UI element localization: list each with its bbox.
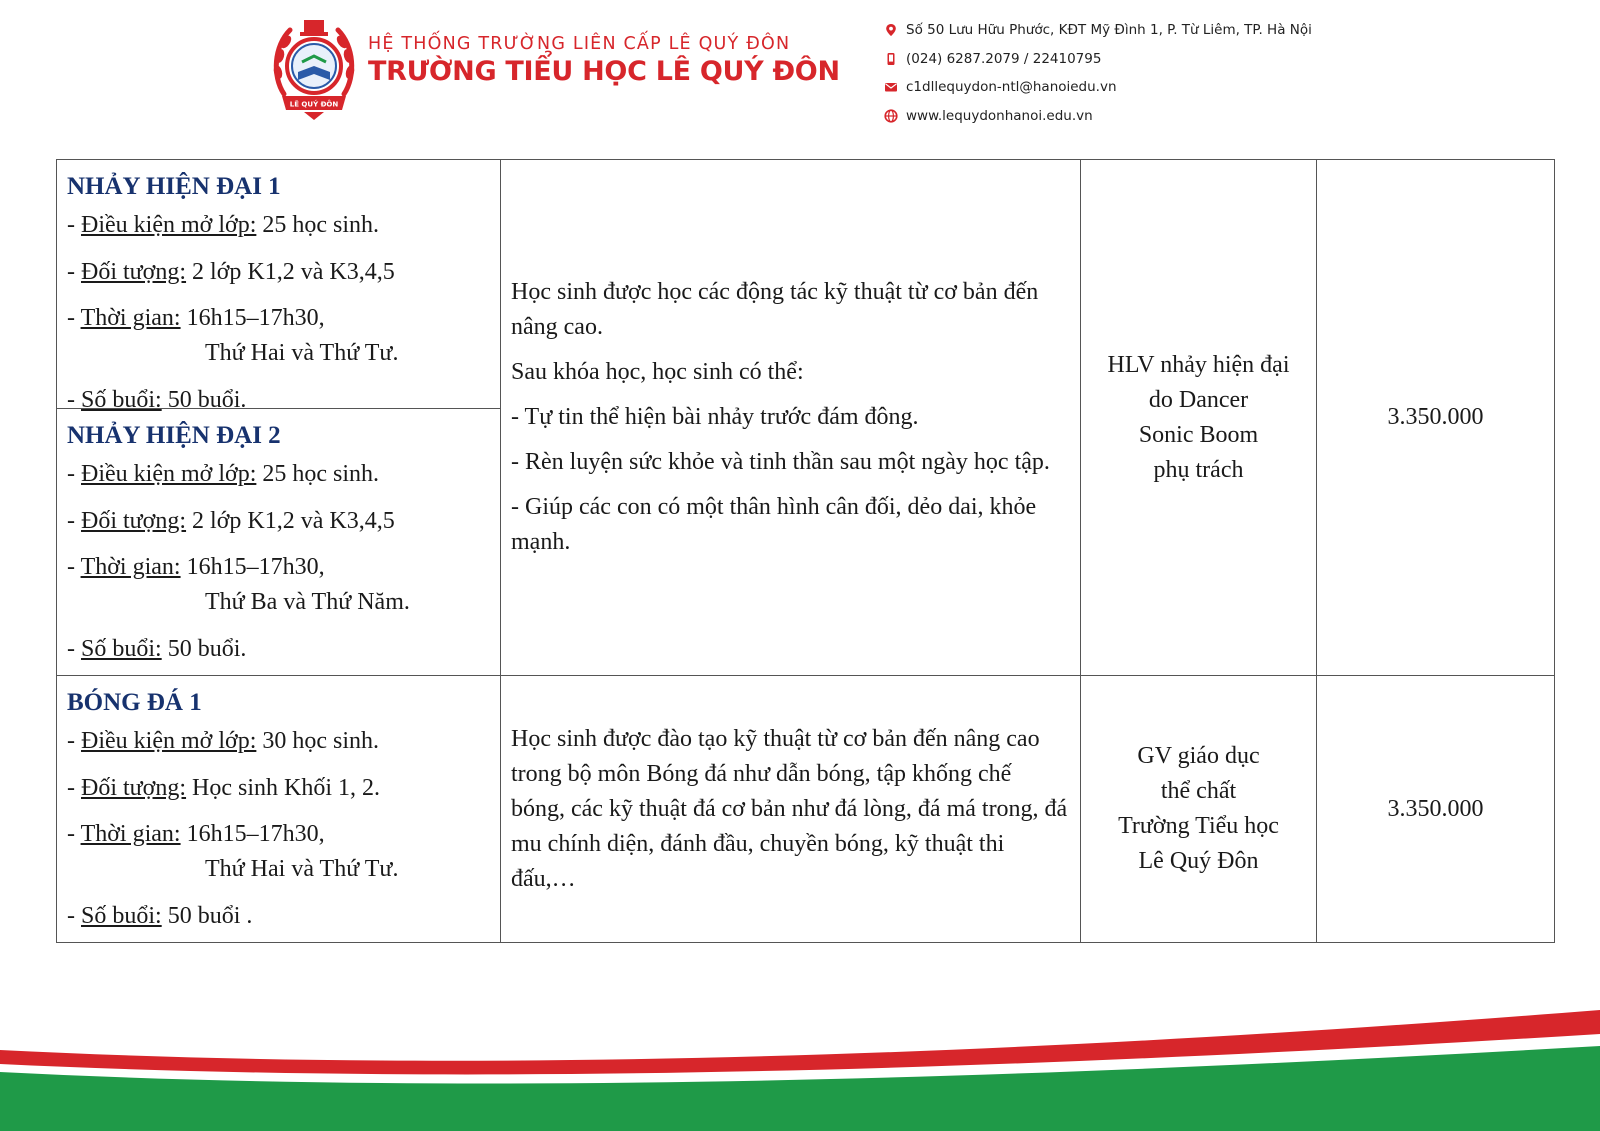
description-paragraph: Sau khóa học, học sinh có thể: — [511, 359, 804, 385]
contact-email-text[interactable]: c1dllequydon-ntl@hanoiedu.vn — [906, 79, 1117, 96]
description-bullet: - Rèn luyện sức khỏe và tinh thần sau một ngày học tập. — [511, 449, 1050, 475]
football-description — [501, 722, 1080, 897]
dance-teacher-cell — [1081, 160, 1317, 676]
football-teacher: GV giáo dục thể chất Trường Tiểu học Lê Quý Đôn — [1118, 743, 1279, 874]
school-name: TRƯỜNG TIỂU HỌC LÊ QUÝ ĐÔN — [368, 56, 840, 87]
course-target: - Đối tượng: Học sinh Khối 1, 2. — [67, 774, 381, 801]
football-fee: 3.350.000 — [1317, 676, 1555, 943]
description-paragraph: Học sinh được học các động tác kỹ thuật từ cơ bản đến nâng cao. — [511, 279, 1039, 340]
contact-phone — [884, 45, 1312, 74]
school-heading — [368, 34, 840, 87]
phone-icon — [884, 52, 898, 66]
course-time: - Thời gian: 16h15–17h30, Thứ Ba và Thứ Năm. — [67, 554, 490, 616]
contact-address — [884, 16, 1312, 45]
course-condition: - Điều kiện mở lớp: 30 học sinh. — [67, 728, 380, 754]
course-details — [57, 676, 500, 942]
system-name: HỆ THỐNG TRƯỜNG LIÊN CẤP LÊ QUÝ ĐÔN — [368, 34, 791, 54]
course-time: - Thời gian: 16h15–17h30, Thứ Hai và Thứ Tư. — [67, 821, 490, 883]
description-bullet: - Tự tin thể hiện bài nhảy trước đám đông. — [511, 404, 919, 430]
location-pin-icon — [884, 23, 898, 37]
course-details — [57, 409, 500, 675]
dance-fee: 3.350.000 — [1317, 160, 1555, 676]
table-row-football-1 — [57, 676, 1555, 943]
course-cell-football-1 — [57, 676, 501, 943]
course-cell-dance-2 — [57, 409, 501, 676]
football-description-cell — [501, 676, 1081, 943]
mail-icon — [884, 80, 898, 94]
course-days: Thứ Ba và Thứ Năm. — [205, 589, 410, 615]
contact-website[interactable] — [884, 102, 1312, 131]
course-condition: - Điều kiện mở lớp: 25 học sinh. — [67, 212, 380, 238]
dance-description-cell — [501, 160, 1081, 676]
description-paragraph: Học sinh được đào tạo kỹ thuật từ cơ bản đến nâng cao trong bộ môn Bóng đá như dẫn bóng, tập khống chế bóng, các kỹ thuật đá cơ bản như đá lòng, đá má trong, đá mu chính diện, đánh đầu, chuyền bóng, kỹ thuật thi đấu,… — [511, 725, 1068, 892]
course-target: - Đối tượng: 2 lớp K1,2 và K3,4,5 — [67, 507, 395, 534]
contact-email[interactable] — [884, 73, 1312, 102]
contact-info — [884, 16, 1312, 130]
course-title: BÓNG ĐÁ 1 — [67, 689, 202, 716]
contact-phone-text: (024) 6287.2079 / 22410795 — [906, 50, 1102, 67]
course-time: - Thời gian: 16h15–17h30, Thứ Hai và Thứ Tư. — [67, 305, 490, 367]
course-table — [56, 159, 1555, 943]
course-days: Thứ Hai và Thứ Tư. — [205, 856, 399, 882]
logo-banner-text: LÊ QUÝ ĐÔN — [289, 100, 339, 109]
football-teacher-cell — [1081, 676, 1317, 943]
course-details — [57, 160, 500, 413]
course-sessions: - Số buổi: 50 buổi. — [67, 386, 247, 413]
dance-description — [501, 275, 1080, 560]
course-condition: - Điều kiện mở lớp: 25 học sinh. — [67, 461, 380, 487]
school-logo — [272, 16, 356, 122]
table-row-dance-1 — [57, 160, 1555, 409]
globe-icon — [884, 109, 898, 123]
description-bullet: - Giúp các con có một thân hình cân đối, dẻo dai, khỏe mạnh. — [511, 494, 1037, 555]
course-cell-dance-1 — [57, 160, 501, 413]
course-title: NHẢY HIỆN ĐẠI 1 — [67, 173, 281, 200]
contact-website-text[interactable]: www.lequydonhanoi.edu.vn — [906, 107, 1093, 124]
course-sessions: - Số buổi: 50 buổi . — [67, 902, 253, 929]
course-sessions: - Số buổi: 50 buổi. — [67, 635, 247, 662]
course-title: NHẢY HIỆN ĐẠI 2 — [67, 422, 281, 449]
footer-wave-decoration — [0, 1010, 1600, 1131]
dance-teacher: HLV nhảy hiện đại do Dancer Sonic Boom phụ trách — [1107, 351, 1290, 483]
course-days: Thứ Hai và Thứ Tư. — [205, 340, 399, 366]
contact-address-text: Số 50 Lưu Hữu Phước, KĐT Mỹ Đình 1, P. Từ Liêm, TP. Hà Nội — [906, 22, 1312, 39]
course-target: - Đối tượng: 2 lớp K1,2 và K3,4,5 — [67, 258, 395, 285]
